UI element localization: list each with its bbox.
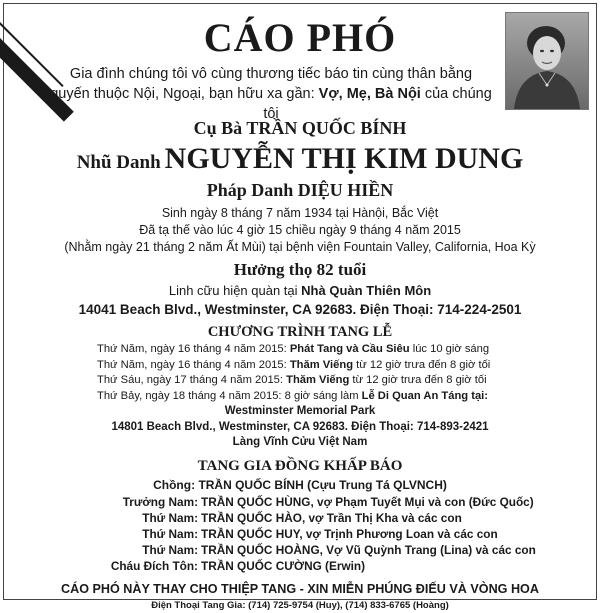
- bio-birth: Sinh ngày 8 tháng 7 năm 1934 tại Hànội, Bắc Việt: [161, 206, 439, 220]
- deceased-title-name: Cụ Bà TRẦN QUỐC BÍNH: [193, 118, 407, 138]
- bio-death: Đã tạ thế vào lúc 4 giờ 15 chiều ngày 9 tháng 4 năm 2015: [139, 223, 461, 237]
- family-row: Thứ Nam: TRẦN QUỐC HÀO, vợ Trần Thị Kha và các con: [142, 510, 462, 525]
- burial-section: Làng Vĩnh Cửu Việt Nam: [232, 436, 368, 448]
- footer-note: CÁO PHÓ NÀY THAY CHO THIỆP TANG - XIN MIỄN PHÚNG ĐIẾU VÀ VÒNG HOA: [61, 581, 539, 596]
- lying-in-state: Linh cữu hiện quàn tại Nhà Quàn Thiên Môn: [168, 283, 432, 298]
- mourners-title: TANG GIA ĐỒNG KHẤP BÁO: [197, 457, 403, 474]
- age-line: Hưởng thọ 82 tuổi: [233, 260, 367, 279]
- intro-line-1: Gia đình chúng tôi vô cùng thương tiếc báo tin cùng thân bằng: [69, 66, 473, 82]
- burial-venue-address: 14801 Beach Blvd., Westminster, CA 92683. Điện Thoại: 714-893-2421: [111, 420, 489, 433]
- event-item: Thứ Sáu, ngày 17 tháng 4 năm 2015: Thăm Viếng từ 12 giờ trưa đến 8 giờ tối: [97, 374, 487, 386]
- family-row: Trưởng Nam: TRẦN QUỐC HÙNG, vợ Phạm Tuyết Mụi và con (Đức Quốc): [122, 494, 534, 509]
- deceased-birth-name: Nhũ Danh NGUYỄN THỊ KIM DUNG: [76, 142, 524, 175]
- bio-lunar-date: (Nhằm ngày 21 tháng 2 năm Ất Mùi) tại bệnh viện Fountain Valley, California, Hoa Kỳ: [64, 240, 536, 254]
- family-phone: Điện Thoại Tang Gia: (714) 725-9754 (Huy), (714) 833-6765 (Hoàng): [151, 599, 449, 611]
- burial-venue-name: Westminster Memorial Park: [224, 405, 376, 417]
- family-list: [4, 477, 596, 574]
- program-title: CHƯƠNG TRÌNH TANG LỄ: [207, 324, 393, 340]
- intro-text: [44, 64, 498, 124]
- event-item: Thứ Năm, ngày 16 tháng 4 năm 2015: Thăm Viếng từ 12 giờ trưa đến 8 giờ tối: [97, 358, 491, 371]
- family-row: Cháu Đích Tôn: TRẦN QUỐC CƯỜNG (Erwin): [110, 558, 366, 573]
- obituary-body: [4, 116, 596, 613]
- obituary-card: [3, 3, 597, 611]
- event-item: Thứ Bảy, ngày 18 tháng 4 năm 2015: 8 giờ sáng làm Lễ Di Quan An Táng tại:: [97, 389, 489, 402]
- event-item: Thứ Năm, ngày 16 tháng 4 năm 2015: Phát Tang và Cầu Siêu lúc 10 giờ sáng: [97, 343, 490, 355]
- event-list: [4, 342, 596, 404]
- deceased-dharma-name: Pháp Danh DIỆU HIỀN: [206, 180, 394, 200]
- family-row: Thứ Nam: TRẦN QUỐC HOÀNG, Vợ Vũ Quỳnh Trang (Lina) và các con: [142, 542, 536, 557]
- spouse-row: Chồng: TRẦN QUỐC BÍNH (Cựu Trung Tá QLVNCH): [153, 477, 447, 492]
- family-row: Thứ Nam: TRẦN QUỐC HUY, vợ Trịnh Phương Loan và các con: [142, 526, 498, 541]
- intro-line-2: quyến thuộc Nội, Ngoại, bạn hữu xa gần: Vợ, Mẹ, Bà Nội của chúng tôi: [50, 86, 492, 122]
- page-title: CÁO PHÓ: [203, 15, 397, 60]
- bio-block: [4, 205, 596, 256]
- funeral-home-address: 14041 Beach Blvd., Westminster, CA 92683. Điện Thoại: 714-224-2501: [78, 302, 522, 317]
